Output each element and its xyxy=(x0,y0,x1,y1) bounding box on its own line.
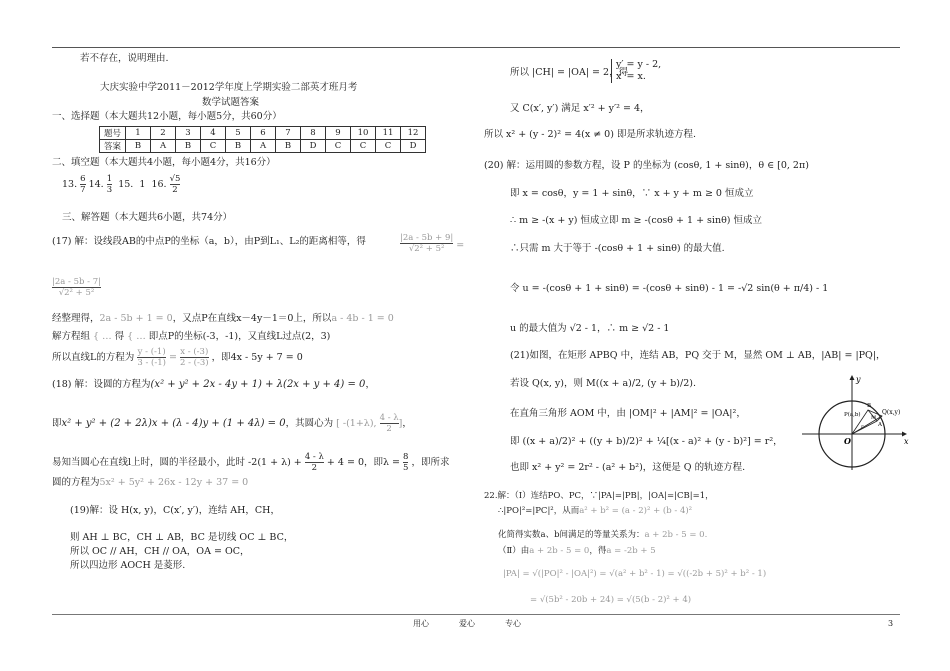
fill-in-answers xyxy=(62,174,180,195)
right-line-5: 即 x = cosθ，y = 1 + sinθ，∵ x + y + m ≥ 0 恒成立 xyxy=(510,188,754,199)
table-cell: 3 xyxy=(176,127,201,140)
table-cell: C xyxy=(376,140,401,153)
q13-fraction: $\frac{6}{7}$ xyxy=(80,174,86,195)
right-line-17: 化简得实数a、b间满足的等量关系为：a + 2b - 5 = 0. xyxy=(498,530,708,540)
table-cell: 2 xyxy=(151,127,176,140)
table-cell: 8 xyxy=(301,127,326,140)
q17-line-3: 解方程组 { … 得 { … 即点P的坐标(-3，-1)，又直线L过点(2，3) xyxy=(52,331,331,342)
footer-right: 专心 xyxy=(505,619,521,628)
q15-label: 15. xyxy=(118,179,134,190)
top-rule xyxy=(52,47,900,48)
section-3-heading: 三、解答题（本大题共6小题，共74分） xyxy=(62,212,233,223)
q14-label: 14. xyxy=(88,179,104,190)
right-line-16: ∴|PO|²=|PC|²，从而a² + b² = (a - 2)² + (b - 4)² xyxy=(498,506,693,516)
q17-fraction-1: $\frac{|2a - 5b + 9|}{\text{√2² + 5²}}$ = xyxy=(400,233,465,254)
table-cell: 9 xyxy=(326,127,351,140)
table-cell: 7 xyxy=(276,127,301,140)
q17-line-2: 经整理得，2a - 5b + 1 = 0，又点P在直线x－4y－1＝0上，所以a - 4b - 1 = 0 xyxy=(52,313,394,324)
right-line-18: （Ⅱ）由a + 2b - 5 = 0，得a = -2b + 5 xyxy=(498,546,656,556)
right-line-9: u 的最大值为 √2 - 1，∴ m ≥ √2 - 1 xyxy=(510,323,670,334)
right-line-13: 即 ((x + a)/2)² + ((y + b)/2)² + ¼[(x - a)² + (y - b)²] = r²， xyxy=(510,436,783,447)
table-cell: B xyxy=(176,140,201,153)
right-line-12: 在直角三角形 AOM 中，由 |OM|² + |AM|² = |OA|²， xyxy=(510,408,746,419)
right-line-10: (21)如图，在矩形 APBQ 中，连结 AB，PQ 交于 M，显然 OM ⊥ AB，|AB| = |PQ|， xyxy=(510,350,886,361)
b-label: B xyxy=(867,403,872,409)
table-cell: C xyxy=(326,140,351,153)
right-line-3: 所以 x² + (y - 2)² = 4(x ≠ 0) 即是所求轨迹方程. xyxy=(484,129,696,140)
right-line-6: ∴ m ≥ -(x + y) 恒成立即 m ≥ -(cosθ + 1 + sinθ) 恒成立 xyxy=(510,215,763,226)
right-line-19: |PA| = √(|PO|² - |OA|²) = √(a² + b² - 1) = √((-2b + 5)² + b² - 1) xyxy=(503,569,767,579)
q17-fraction-2: $\frac{|2a - 5b - 7|}{\text{√2² + 5²}}$ xyxy=(52,277,102,298)
answer-table xyxy=(99,126,426,153)
r-label: r xyxy=(861,424,864,430)
q18-line-4: 圆的方程为5x² + 5y² + 26x - 12y + 37 = 0 xyxy=(52,477,249,488)
page-number: 3 xyxy=(888,619,894,628)
table-cell: B xyxy=(126,140,151,153)
q18-line-2: 即x² + y² + (2 + 2λ)x + (λ - 4)y + (1 + 4λ) = 0，其圆心为 [ -(1+λ), $\frac{4 - \lambda}{2}$ ]， xyxy=(52,413,412,434)
footer-left: 用心 xyxy=(413,619,429,628)
table-row xyxy=(100,127,426,140)
right-line-14: 也即 x² + y² = 2r² - (a² + b²)，这便是 Q 的轨迹方程. xyxy=(510,462,746,473)
q13-label: 13. xyxy=(62,179,78,190)
table-cell: 4 xyxy=(201,127,226,140)
right-line-2: 又 C(x′, y′) 满足 x′² + y′² = 4， xyxy=(510,103,650,114)
q16-label: 16. xyxy=(151,179,167,190)
q17-line-1: (17) 解：设线段AB的中点P的坐标（a，b），由P到L₁、L₂的距离相等，得 xyxy=(52,236,366,247)
circle-diagram xyxy=(798,372,914,472)
right-line-20: = √(5b² - 20b + 24) = √(5(b - 2)² + 4) xyxy=(530,595,692,605)
table-cell: 11 xyxy=(376,127,401,140)
a-label: A xyxy=(878,422,882,428)
table-cell: 10 xyxy=(351,127,376,140)
table-cell: D xyxy=(401,140,426,153)
table-cell: 1 xyxy=(126,127,151,140)
table-cell: A xyxy=(151,140,176,153)
table-cell: 答案 xyxy=(100,140,126,153)
title-line-2: 数学试题答案 xyxy=(202,97,260,108)
origin-label: O xyxy=(844,436,851,446)
table-cell: B xyxy=(276,140,301,153)
right-line-4: (20) 解：运用圆的参数方程，设 P 的坐标为 (cosθ, 1 + sinθ)，θ ∈ [0, 2π) xyxy=(484,160,809,171)
right-line-11: 若设 Q(x, y)，则 M((x + a)/2, (y + b)/2). xyxy=(510,378,696,389)
q19-line-3: 所以 OC // AH，CH // OA，OA = OC， xyxy=(70,546,250,557)
q16-fraction: $\frac{√5}{2}$ xyxy=(169,174,181,195)
x-label: x xyxy=(904,437,909,446)
right-line-8: 令 u = -(cosθ + 1 + sinθ) = -(cosθ + sinθ) - 1 = -√2 sin(θ + π/4) - 1 xyxy=(510,283,829,294)
table-cell: 12 xyxy=(401,127,426,140)
section-2-heading: 二、填空题（本大题共4小题，每小题4分，共16分） xyxy=(52,157,276,168)
header-note: 若不存在，说明理由. xyxy=(80,53,169,64)
bottom-rule xyxy=(52,614,900,615)
table-cell: 题号 xyxy=(100,127,126,140)
q19-line-2: 则 AH ⊥ BC，CH ⊥ AB，BC 是切线 OC ⊥ BC， xyxy=(70,532,294,543)
section-1-heading: 一、选择题（本大题共12小题，每小题5分，共60分） xyxy=(52,111,282,122)
footer-mid: 爱心 xyxy=(459,619,475,628)
q15-answer: 1 xyxy=(139,179,146,190)
table-cell: B xyxy=(226,140,251,153)
y-label: y xyxy=(856,375,861,384)
table-cell: 5 xyxy=(226,127,251,140)
q19-line-4: 所以四边形 AOCH 是菱形. xyxy=(70,560,186,571)
q18-line-1: (18) 解：设圆的方程为(x² + y² + 2x - 4y + 1) + λ(2x + y + 4) = 0， xyxy=(52,379,375,390)
p-label: P(a,b) xyxy=(844,412,861,418)
q17-line-4: 所以直线L的方程为 $\frac{y - (-1)}{3 - (-1)}$ = $\frac{x - (-3)}{2 - (-3)}$ ，即4x - 5y + 7 = 0 xyxy=(52,347,303,368)
m-label: M xyxy=(871,415,877,421)
title-line-1: 大庆实验中学2011－2012学年度上学期实验二部英才班月考 xyxy=(100,82,358,93)
q14-fraction: $\frac{1}{3}$ xyxy=(106,174,113,195)
table-row xyxy=(100,140,426,153)
table-cell: A xyxy=(251,140,276,153)
table-cell: C xyxy=(351,140,376,153)
right-line-15: 22.解：（Ⅰ）连结PO、PC，∵|PA|=|PB|，|OA|=|CB|=1， xyxy=(484,491,714,501)
q19-line-1: (19)解：设 H(x, y)，C(x′, y′)，连结 AH，CH， xyxy=(70,505,280,516)
right-line-7: ∴只需 m 大于等于 -(cosθ + 1 + sinθ) 的最大值. xyxy=(510,243,725,254)
right-line-1: 所以 |CH| = |OA| = 2，得 xyxy=(510,67,629,78)
q-label: Q(x,y) xyxy=(882,409,901,416)
table-cell: 6 xyxy=(251,127,276,140)
table-cell: D xyxy=(301,140,326,153)
table-cell: C xyxy=(201,140,226,153)
right-system: y′ = y - 2, x′ = x. xyxy=(611,59,661,83)
q18-line-3: 易知当圆心在直线l上时，圆的半径最小，此时 -2(1 + λ) + $\frac{4 - \lambda}{2}$ + 4 = 0，即λ = $\frac{8}{5}$ ，即所求 xyxy=(52,452,450,473)
